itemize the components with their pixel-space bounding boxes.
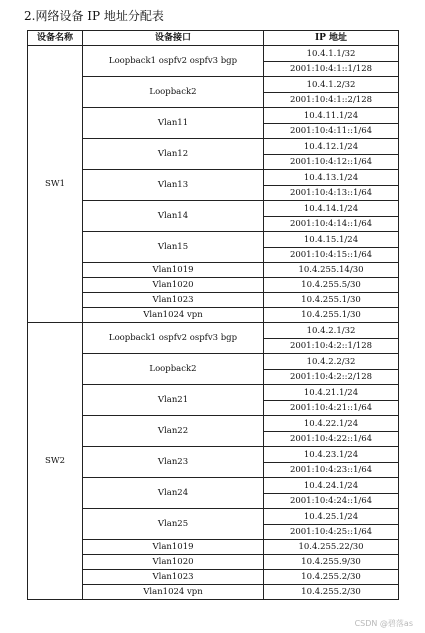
ipv6-address: 2001:10:4:2::1/128	[289, 340, 373, 351]
ip-address-cell	[264, 46, 399, 77]
ip-address-cell	[264, 478, 399, 509]
ipv4-address: 10.4.25.1/24	[264, 510, 398, 525]
ip-address-cell	[264, 416, 399, 447]
ipv4-address: 10.4.2.2/32	[264, 355, 398, 370]
table-row	[28, 263, 399, 278]
table-row	[28, 570, 399, 585]
interface-cell: Vlan14	[83, 201, 264, 232]
table-row	[28, 323, 399, 354]
ip-address-cell	[264, 570, 399, 585]
ipv6-address: 2001:10:4:1::1/128	[289, 63, 373, 74]
ipv4-address: 10.4.15.1/24	[264, 233, 398, 248]
ip-address-cell	[264, 232, 399, 263]
header-device-name: 设备名称	[28, 31, 83, 46]
ip-address-cell	[264, 555, 399, 570]
ipv6-address: 2001:10:4:15::1/64	[289, 249, 373, 260]
table-row	[28, 478, 399, 509]
interface-cell: Vlan1023	[83, 293, 264, 308]
ipv4-address: 10.4.255.9/30	[301, 557, 361, 567]
ip-address-cell	[264, 354, 399, 385]
ipv4-address: 10.4.12.1/24	[264, 140, 398, 155]
ip-address-cell	[264, 293, 399, 308]
header-device-interface: 设备接口	[83, 31, 264, 46]
interface-cell: Vlan22	[83, 416, 264, 447]
interface-cell: Vlan1020	[83, 278, 264, 293]
table-row	[28, 201, 399, 232]
ipv4-address: 10.4.13.1/24	[264, 171, 398, 186]
interface-cell: Loopback2	[83, 77, 264, 108]
ip-address-cell	[264, 308, 399, 323]
ip-address-cell	[264, 77, 399, 108]
table-row	[28, 385, 399, 416]
ipv6-address: 2001:10:4:21::1/64	[289, 402, 373, 413]
ipv4-address: 10.4.255.22/30	[298, 542, 364, 552]
ipv6-address: 2001:10:4:25::1/64	[289, 526, 373, 537]
ip-address-cell	[264, 447, 399, 478]
ip-address-cell	[264, 540, 399, 555]
section-title: 2.网络设备 IP 地址分配表	[24, 9, 164, 23]
interface-cell: Vlan24	[83, 478, 264, 509]
ip-address-cell	[264, 170, 399, 201]
ipv4-address: 10.4.24.1/24	[264, 479, 398, 494]
table-row	[28, 139, 399, 170]
ipv6-address: 2001:10:4:11::1/64	[289, 125, 373, 136]
table-row	[28, 232, 399, 263]
ipv4-address: 10.4.255.14/30	[298, 265, 364, 275]
ipv4-address: 10.4.255.5/30	[301, 280, 361, 290]
table-row	[28, 108, 399, 139]
interface-cell: Vlan13	[83, 170, 264, 201]
ipv6-address: 2001:10:4:23::1/64	[289, 464, 373, 475]
ipv4-address: 10.4.255.2/30	[301, 587, 361, 597]
ip-address-cell	[264, 139, 399, 170]
ipv6-address: 2001:10:4:14::1/64	[289, 218, 373, 229]
table-row	[28, 354, 399, 385]
interface-cell: Vlan1020	[83, 555, 264, 570]
header-ip-address: IP 地址	[264, 31, 399, 46]
ip-address-cell	[264, 201, 399, 232]
ipv6-address: 2001:10:4:13::1/64	[289, 187, 373, 198]
ipv4-address: 10.4.255.1/30	[301, 310, 361, 320]
interface-cell: Vlan15	[83, 232, 264, 263]
table-header-row	[28, 31, 399, 46]
interface-cell: Loopback2	[83, 354, 264, 385]
interface-cell: Vlan1024 vpn	[83, 308, 264, 323]
ipv4-address: 10.4.255.2/30	[301, 572, 361, 582]
interface-cell: Vlan12	[83, 139, 264, 170]
interface-cell: Vlan1023	[83, 570, 264, 585]
ipv4-address: 10.4.21.1/24	[264, 386, 398, 401]
ip-address-cell	[264, 509, 399, 540]
interface-cell: Vlan1019	[83, 540, 264, 555]
ipv4-address: 10.4.22.1/24	[264, 417, 398, 432]
table-row	[28, 308, 399, 323]
interface-cell: Vlan21	[83, 385, 264, 416]
ip-address-cell	[264, 385, 399, 416]
ipv6-address: 2001:10:4:12::1/64	[289, 156, 373, 167]
ipv4-address: 10.4.1.2/32	[264, 78, 398, 93]
ip-address-cell	[264, 323, 399, 354]
device-name-cell: SW1	[28, 46, 83, 323]
device-name-cell: SW2	[28, 323, 83, 600]
interface-cell: Vlan1024 vpn	[83, 585, 264, 600]
interface-cell: Vlan23	[83, 447, 264, 478]
ipv4-address: 10.4.14.1/24	[264, 202, 398, 217]
interface-cell: Loopback1 ospfv2 ospfv3 bgp	[83, 323, 264, 354]
table-row	[28, 540, 399, 555]
table-row	[28, 77, 399, 108]
ip-address-cell	[264, 278, 399, 293]
table-body	[28, 46, 399, 600]
ip-address-cell	[264, 263, 399, 278]
table-row	[28, 416, 399, 447]
ipv6-address: 2001:10:4:22::1/64	[289, 433, 373, 444]
ipv4-address: 10.4.2.1/32	[264, 324, 398, 339]
ipv4-address: 10.4.255.1/30	[301, 295, 361, 305]
interface-cell: Vlan25	[83, 509, 264, 540]
table-row	[28, 293, 399, 308]
table-row	[28, 278, 399, 293]
table-row	[28, 170, 399, 201]
ipv4-address: 10.4.1.1/32	[264, 47, 398, 62]
interface-cell: Loopback1 ospfv2 ospfv3 bgp	[83, 46, 264, 77]
ip-address-cell	[264, 585, 399, 600]
ipv6-address: 2001:10:4:1::2/128	[289, 94, 373, 105]
ipv6-address: 2001:10:4:24::1/64	[289, 495, 373, 506]
table-row	[28, 447, 399, 478]
interface-cell: Vlan11	[83, 108, 264, 139]
ip-allocation-table	[27, 30, 399, 600]
table-row	[28, 46, 399, 77]
ipv4-address: 10.4.23.1/24	[264, 448, 398, 463]
ipv4-address: 10.4.11.1/24	[264, 109, 398, 124]
table-row	[28, 585, 399, 600]
table-row	[28, 509, 399, 540]
interface-cell: Vlan1019	[83, 263, 264, 278]
ipv6-address: 2001:10:4:2::2/128	[289, 371, 373, 382]
watermark: CSDN @碧落as	[354, 619, 413, 628]
ip-address-cell	[264, 108, 399, 139]
table-row	[28, 555, 399, 570]
